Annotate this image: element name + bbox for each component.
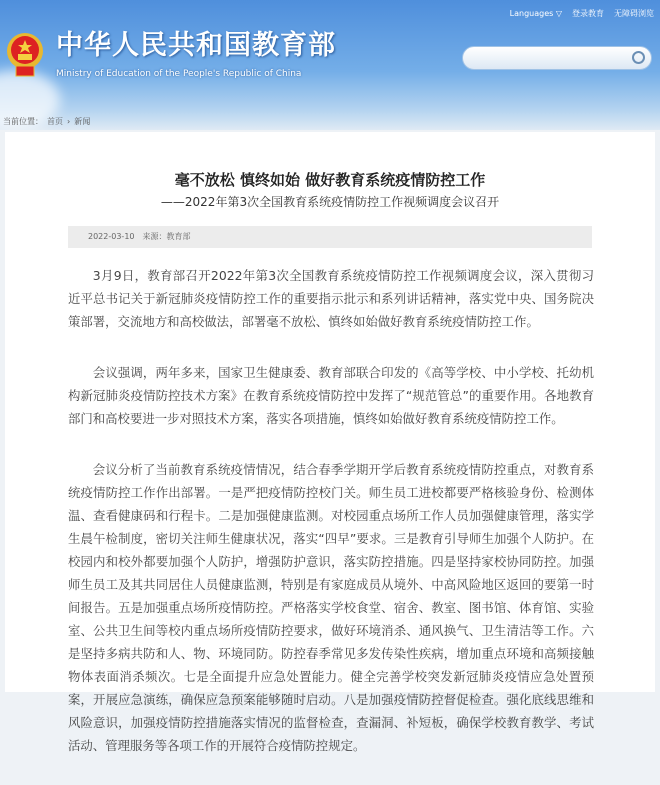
article-date: 2022-03-10 — [88, 232, 135, 241]
paragraph: 会议分析了当前教育系统疫情情况，结合春季学期开学后教育系统疫情防控重点，对教育系统疫情防控工作作出部署。一是严把疫情防控校门关。师生员工进校都要严格核验身份、检测体温、查看健康码和行程卡。二是加强健康监测。对校园重点场所工作人员加强健康管理，落实学生晨午检制度，密切关注师生健康状况，落实“四早”要求。三是教育引导师生加强个人防护。在校园内和校外都要加强个人防护，增强防护意识，落实防控措施。四是坚持家校协同防控。加强师生员工及其共同居住人员健康监测，特别是有家庭成员从境外、中高风险地区返回的要第一时间报告。五是加强重点场所疫情防控。严格落实学校食堂、宿舍、教室、图书馆、体育馆、实验室、公共卫生间等校内重点场所疫情防控要求，做好环境消杀、通风换气、卫生清洁等工作。六是坚持多病共防和人、物、环境同防。防控春季常见多发传染性疾病，增加重点环境和高频接触物体表面消杀频次。七是全面提升应急处置能力。健全完善学校突发新冠肺炎疫情应急处置预案，开展应急演练，确保应急预案能够随时启动。八是加强疫情防控督促检查。强化底线思维和风险意识，加强疫情防控措施落实情况的监督检查，查漏洞、补短板，确保学校教育教学、考试活动、管理服务等各项工作的开展符合疫情防控规定。 — [68, 462, 594, 753]
article-title: 毫不放松 慎终如始 做好教育系统疫情防控工作 — [174, 171, 486, 189]
top-links — [510, 8, 654, 19]
breadcrumb-separator: › — [67, 117, 71, 126]
breadcrumb-news[interactable]: 新闻 — [74, 117, 91, 126]
site-logo-text[interactable]: 中华人民共和国教育部 — [56, 30, 336, 61]
article-card — [5, 132, 655, 753]
national-emblem-icon — [6, 32, 44, 78]
article-source: 来源：教育部 — [142, 232, 191, 241]
site-logo-english: Ministry of Education of the People's Republic of China — [56, 69, 302, 79]
breadcrumb — [3, 116, 90, 127]
paragraph: 3月9日，教育部召开2022年第3次全国教育系统疫情防控工作视频调度会议，深入贯彻习近平总书记关于新冠肺炎疫情防控工作的重要指示批示和系列讲话精神，落实党中央、国务院决策部署，交流地方和高校做法，部署毫不放松、慎终如始做好教育系统疫情防控工作。 — [68, 268, 594, 329]
search-icon[interactable] — [632, 51, 645, 64]
login-link[interactable]: 登录教育 — [572, 9, 604, 18]
article-subtitle: ——2022年第3次全国教育系统疫情防控工作视频调度会议召开 — [160, 195, 500, 209]
paragraph: 会议强调，两年多来，国家卫生健康委、教育部联合印发的《高等学校、中小学校、托幼机构新冠肺炎疫情防控技术方案》在教育系统疫情防控中发挥了“规范管总”的重要作用。各地教育部门和高校要进一步对照技术方案，落实各项措施，慎终如始做好教育系统疫情防控工作。 — [68, 365, 594, 426]
accessibility-link[interactable]: 无障碍浏览 — [614, 9, 654, 18]
languages-link[interactable]: Languages ▽ — [509, 9, 562, 18]
article-meta — [68, 226, 592, 248]
breadcrumb-home[interactable]: 首页 — [47, 117, 63, 126]
article-body — [68, 264, 594, 785]
search-input[interactable] — [462, 46, 652, 70]
breadcrumb-label: 当前位置： — [3, 117, 43, 126]
site-header — [0, 0, 660, 130]
